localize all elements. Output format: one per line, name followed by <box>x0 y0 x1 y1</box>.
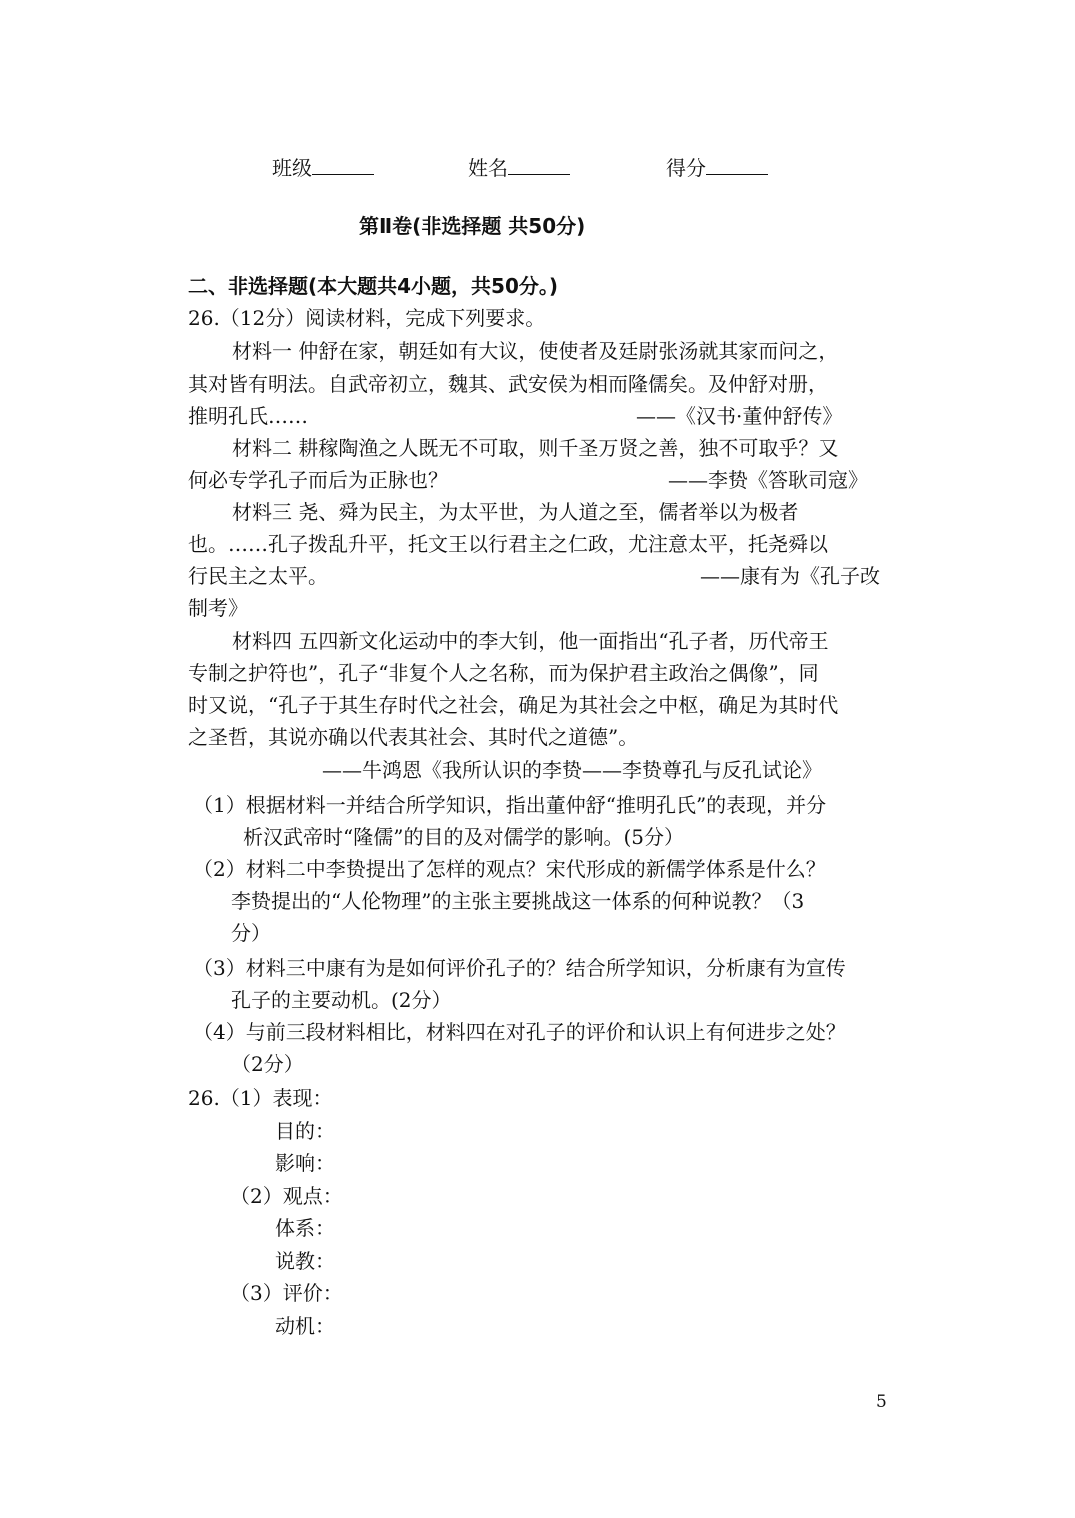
material-4-line-3: 时又说，“孔子于其生存时代之社会，确足为其社会之中枢，确足为其时代 <box>188 693 839 717</box>
class-field <box>272 152 374 181</box>
material-4-line-2: 专制之护符也”，孔子“非复个人之名称，而为保护君主政治之偶像”，同 <box>188 661 819 685</box>
subquestion-3-line-2: 孔子的主要动机。(2分） <box>231 988 452 1012</box>
answer-part-2-label: （2） <box>230 1184 283 1208</box>
subquestion-1-line-2: 析汉武帝时“隆儒”的目的及对儒学的影响。(5分） <box>243 825 684 849</box>
name-label: 姓名 <box>468 156 508 180</box>
subquestion-2-line-3: 分） <box>231 921 271 945</box>
score-field <box>666 152 768 181</box>
class-label: 班级 <box>272 156 312 180</box>
material-3-line-1: 材料三 尧、舜为民主，为太平世，为人道之至，儒者举以为极者 <box>232 500 799 524</box>
answer-tixi-label: 体系： <box>275 1216 335 1240</box>
material-4-line-4: 之圣哲，其说亦确以代表其社会、其时代之道德”。 <box>188 725 639 749</box>
material-4-label: 材料四 <box>232 629 292 653</box>
material-1-source: ——《汉书·董仲舒传》 <box>636 404 843 428</box>
answer-part-1 <box>188 1082 333 1111</box>
material-2-line-1: 材料二 耕稼陶渔之人既无不可取，则千圣万贤之善，独不可取乎？又 <box>232 436 839 460</box>
name-field <box>468 152 570 181</box>
material-3-line-4: 制考》 <box>188 596 248 620</box>
answer-guandian-label: 观点： <box>282 1184 343 1208</box>
answer-biaoxian-label: 表现： <box>272 1086 333 1110</box>
answer-part-1-label: （1） <box>219 1086 273 1110</box>
page-number: 5 <box>876 1392 887 1412</box>
material-3-line-2: 也。……孔子拨乱升平，托文王以行君主之仁政，尤注意太平，托尧舜以 <box>188 532 828 556</box>
class-blank[interactable] <box>312 156 374 175</box>
material-3-line-3: 行民主之太平。 <box>188 564 328 588</box>
subquestion-4-line-2: （2分） <box>231 1052 304 1076</box>
material-3-label: 材料三 <box>232 500 292 524</box>
answer-mudi-label: 目的： <box>275 1119 335 1143</box>
answer-number: 26. <box>188 1086 220 1110</box>
material-3-source: ——康有为《孔子改 <box>700 564 880 588</box>
answer-part-3 <box>230 1277 343 1306</box>
material-4-source: ——牛鸿恩《我所认识的李贽——李贽尊孔与反孔试论》 <box>322 758 822 782</box>
material-2-line-2: 何必专学孔子而后为正脉也？ <box>188 468 448 492</box>
subquestion-2-line-2: 李贽提出的“人伦物理”的主张主要挑战这一体系的何种说教？（3 <box>231 889 805 913</box>
subquestion-1-line-1: （1）根据材料一并结合所学知识，指出董仲舒“推明孔氏”的表现，并分 <box>193 793 827 817</box>
answer-part-3-label: （3） <box>230 1281 283 1305</box>
volume-title: 第Ⅱ卷(非选择题 共50分) <box>359 214 586 238</box>
answer-pingjia-label: 评价： <box>282 1281 343 1305</box>
subquestion-4-line-1: （4）与前三段材料相比，材料四在对孔子的评价和认识上有何进步之处？ <box>193 1020 846 1044</box>
subquestion-3-line-1: （3）材料三中康有为是如何评价孔子的？结合所学知识，分析康有为宣传 <box>193 956 846 980</box>
material-4-line-1: 材料四 五四新文化运动中的李大钊，他一面指出“孔子者，历代帝王 <box>232 629 829 653</box>
subquestion-2-line-1: （2）材料二中李贽提出了怎样的观点？宋代形成的新儒学体系是什么？ <box>193 857 826 881</box>
section-title: 二、非选择题(本大题共4小题，共50分。) <box>188 274 559 298</box>
material-1-line-1: 材料一 仲舒在家，朝廷如有大议，使使者及廷尉张汤就其家而问之， <box>232 339 839 363</box>
material-1-line-3: 推明孔氏…… <box>188 404 308 428</box>
score-label: 得分 <box>666 156 706 180</box>
answer-shuojiao-label: 说教： <box>275 1249 335 1273</box>
material-1-label: 材料一 <box>232 339 292 363</box>
answer-yingxiang-label: 影响： <box>275 1151 335 1175</box>
name-blank[interactable] <box>508 156 570 175</box>
material-1-line-2: 其对皆有明法。自武帝初立，魏其、武安侯为相而隆儒矣。及仲舒对册， <box>188 372 828 396</box>
question-intro: 26.（12分）阅读材料，完成下列要求。 <box>188 306 546 330</box>
score-blank[interactable] <box>706 156 768 175</box>
answer-dongji-label: 动机： <box>275 1314 335 1338</box>
material-2-source: ——李贽《答耿司寇》 <box>668 468 868 492</box>
answer-part-2 <box>230 1180 343 1209</box>
material-2-label: 材料二 <box>232 436 292 460</box>
